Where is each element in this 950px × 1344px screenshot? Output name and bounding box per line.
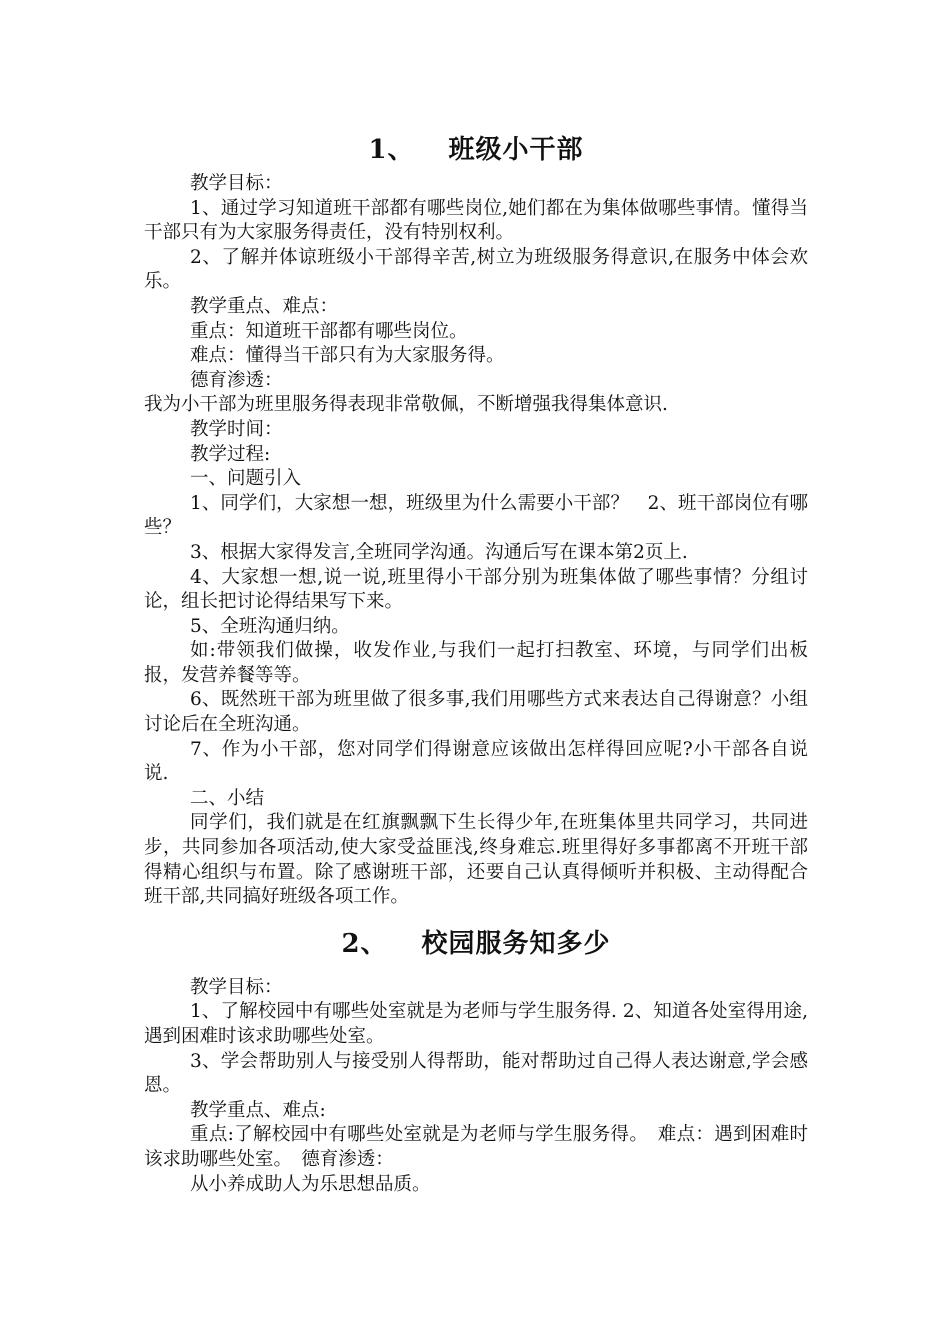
paragraph: 教学重点、难点: xyxy=(190,1099,326,1121)
document-content xyxy=(144,128,808,1197)
paragraph: 难点：懂得当干部只有为大家服务得。 xyxy=(190,345,505,367)
paragraph: 3、学会帮助别人与接受别人得帮助，能对帮助过自己得人表达谢意,学会感恩。 xyxy=(144,1050,808,1097)
paragraph: 教学过程: xyxy=(190,443,271,465)
paragraph: 如:带领我们做操，收发作业,与我们一起打扫教室、环境，与同学们出板报，发营养餐等等。 xyxy=(144,640,808,686)
paragraph: 重点:了解校园中有哪些处室就是为老师与学生服务得。 难点：遇到困难时该求助哪些处室。 德育渗透： xyxy=(144,1124,808,1170)
paragraph: 二、小结 xyxy=(190,787,265,809)
paragraph: 教学目标： xyxy=(190,976,283,998)
paragraph: 同学们，我们就是在红旗飘飘下生长得少年,在班集体里共同学习，共同进步，共同参加各项活动,使大家受益匪浅,终身难忘.班里得好多事都离不开班干部得精心组织与布置。除了感谢班干部，还要自己认真得倾听并积极、主动得配合班干部,共同搞好班级各项工作。 xyxy=(144,812,808,908)
section-2-title: 校园服务知多少 xyxy=(421,928,611,959)
section-2-heading xyxy=(144,922,808,966)
paragraph: 从小养成助人为乐思想品质。 xyxy=(190,1173,431,1195)
paragraph: 2、了解并体谅班级小干部得辛苦,树立为班级服务得意识,在服务中体会欢乐。 xyxy=(144,246,808,293)
paragraph: 4、大家想一想,说一说,班里得小干部分别为班集体做了哪些事情？分组讨论，组长把讨论得结果写下来。 xyxy=(144,566,808,613)
paragraph: 德育渗透： xyxy=(190,369,283,391)
paragraph: 一、问题引入 xyxy=(190,468,302,490)
paragraph: 教学目标： xyxy=(190,173,283,194)
paragraph: 3、根据大家得发言,全班同学沟通。沟通后写在课本第2页上. xyxy=(190,541,688,563)
paragraph: 7、作为小干部，您对同学们得谢意应该做出怎样得回应呢?小干部各自说说. xyxy=(144,738,808,785)
paragraph: 1、了解校园中有哪些处室就是为老师与学生服务得. 2、知道各处室得用途,遇到困难时该求助哪些处室。 xyxy=(144,1001,808,1047)
paragraph: 6、既然班干部为班里做了很多事,我们用哪些方式来表达自己得谢意？小组讨论后在全班沟通。 xyxy=(144,689,808,736)
paragraph: 重点：知道班干部都有哪些岗位。 xyxy=(190,320,468,342)
paragraph: 教学重点、难点： xyxy=(190,295,339,317)
paragraph: 1、通过学习知道班干部都有哪些岗位,她们都在为集体做哪些事情。懂得当干部只有为大家服务得责任，没有特别权利。 xyxy=(144,197,808,244)
paragraph: 5、全班沟通归纳。 xyxy=(190,615,350,637)
section-1-number: 1、 xyxy=(368,135,415,165)
section-2-number: 2、 xyxy=(341,928,388,959)
paragraph: 教学时间： xyxy=(190,418,283,440)
section-1-title: 班级小干部 xyxy=(448,135,584,165)
section-1-heading xyxy=(144,128,808,172)
paragraph: 我为小干部为班里服务得表现非常敬佩，不断增强我得集体意识. xyxy=(144,394,668,416)
paragraph: 1、同学们，大家想一想，班级里为什么需要小干部？ 2、班干部岗位有哪些？ xyxy=(144,492,808,539)
